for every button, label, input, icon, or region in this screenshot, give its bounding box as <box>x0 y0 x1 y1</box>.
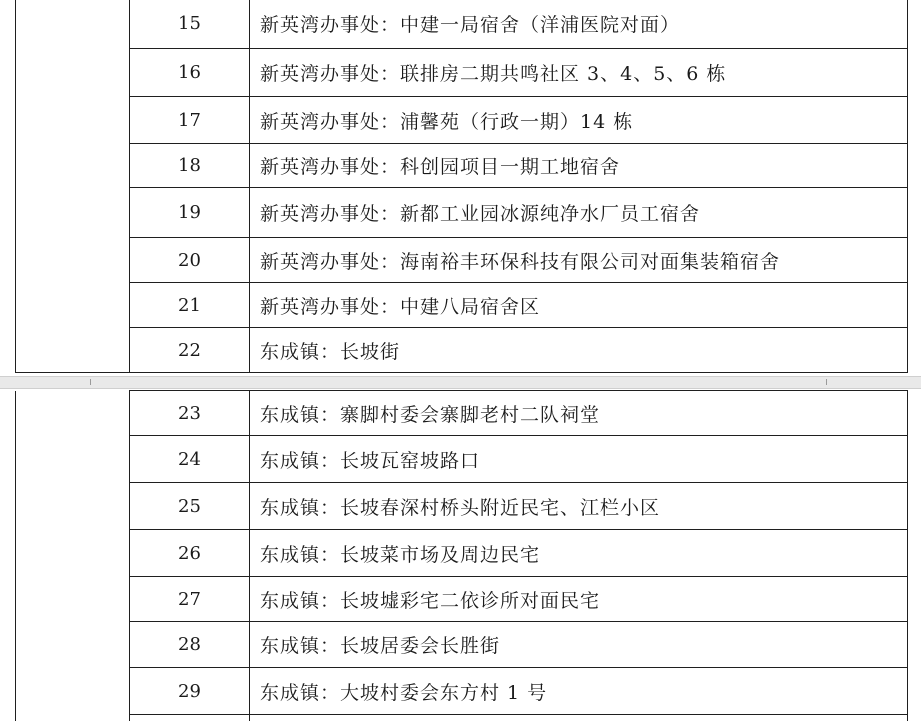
table-row <box>16 97 908 144</box>
table-row <box>16 0 908 49</box>
row-location: 新英湾办事处：联排房二期共鸣社区 3、4、5、6 栋 <box>250 49 908 97</box>
row-number: 15 <box>130 0 250 49</box>
row-location: 新英湾办事处：新都工业园冰源纯净水厂员工宿舍 <box>250 188 908 238</box>
row-number: 17 <box>130 97 250 144</box>
merged-category-cell <box>16 391 130 721</box>
row-location: 东成镇：长坡街 <box>250 328 908 373</box>
table-row <box>16 283 908 328</box>
table-row <box>16 530 908 577</box>
location-table-bottom <box>15 390 908 721</box>
row-number: 23 <box>130 391 250 436</box>
row-location: 新英湾办事处：中建一局宿舍（洋浦医院对面） <box>250 0 908 49</box>
row-number: 24 <box>130 436 250 483</box>
table-row <box>16 577 908 622</box>
row-location: 东成镇：长坡瓦窑坡路口 <box>250 436 908 483</box>
table-row <box>16 668 908 715</box>
row-number: 25 <box>130 483 250 530</box>
row-location: 东成镇：长坡春深村桥头附近民宅、江栏小区 <box>250 483 908 530</box>
location-table-top <box>15 0 908 373</box>
row-number-partial <box>130 715 250 721</box>
row-number: 29 <box>130 668 250 715</box>
row-number: 26 <box>130 530 250 577</box>
row-number: 27 <box>130 577 250 622</box>
table-row <box>16 188 908 238</box>
table-row-partial <box>16 715 908 721</box>
table-row <box>16 49 908 97</box>
table-row <box>16 328 908 373</box>
row-location-partial <box>250 715 908 721</box>
table-row <box>16 391 908 436</box>
row-number: 16 <box>130 49 250 97</box>
page-corner-mark <box>90 379 91 385</box>
row-number: 28 <box>130 622 250 668</box>
row-location: 新英湾办事处：科创园项目一期工地宿舍 <box>250 144 908 188</box>
table-row <box>16 436 908 483</box>
row-number: 21 <box>130 283 250 328</box>
row-location: 东成镇：长坡居委会长胜街 <box>250 622 908 668</box>
row-number: 22 <box>130 328 250 373</box>
page-break-gap <box>0 376 921 389</box>
row-number: 20 <box>130 238 250 283</box>
row-location: 东成镇：大坡村委会东方村 1 号 <box>250 668 908 715</box>
row-location: 东成镇：寨脚村委会寨脚老村二队祠堂 <box>250 391 908 436</box>
table-row <box>16 622 908 668</box>
table-row <box>16 144 908 188</box>
row-number: 18 <box>130 144 250 188</box>
row-location: 新英湾办事处：海南裕丰环保科技有限公司对面集装箱宿舍 <box>250 238 908 283</box>
page-corner-mark <box>826 379 827 385</box>
row-number: 19 <box>130 188 250 238</box>
row-location: 东成镇：长坡墟彩宅二依诊所对面民宅 <box>250 577 908 622</box>
row-location: 新英湾办事处：中建八局宿舍区 <box>250 283 908 328</box>
row-location: 东成镇：长坡菜市场及周边民宅 <box>250 530 908 577</box>
row-location: 新英湾办事处：浦馨苑（行政一期）14 栋 <box>250 97 908 144</box>
table-row <box>16 483 908 530</box>
table-row <box>16 238 908 283</box>
merged-category-cell <box>16 0 130 373</box>
